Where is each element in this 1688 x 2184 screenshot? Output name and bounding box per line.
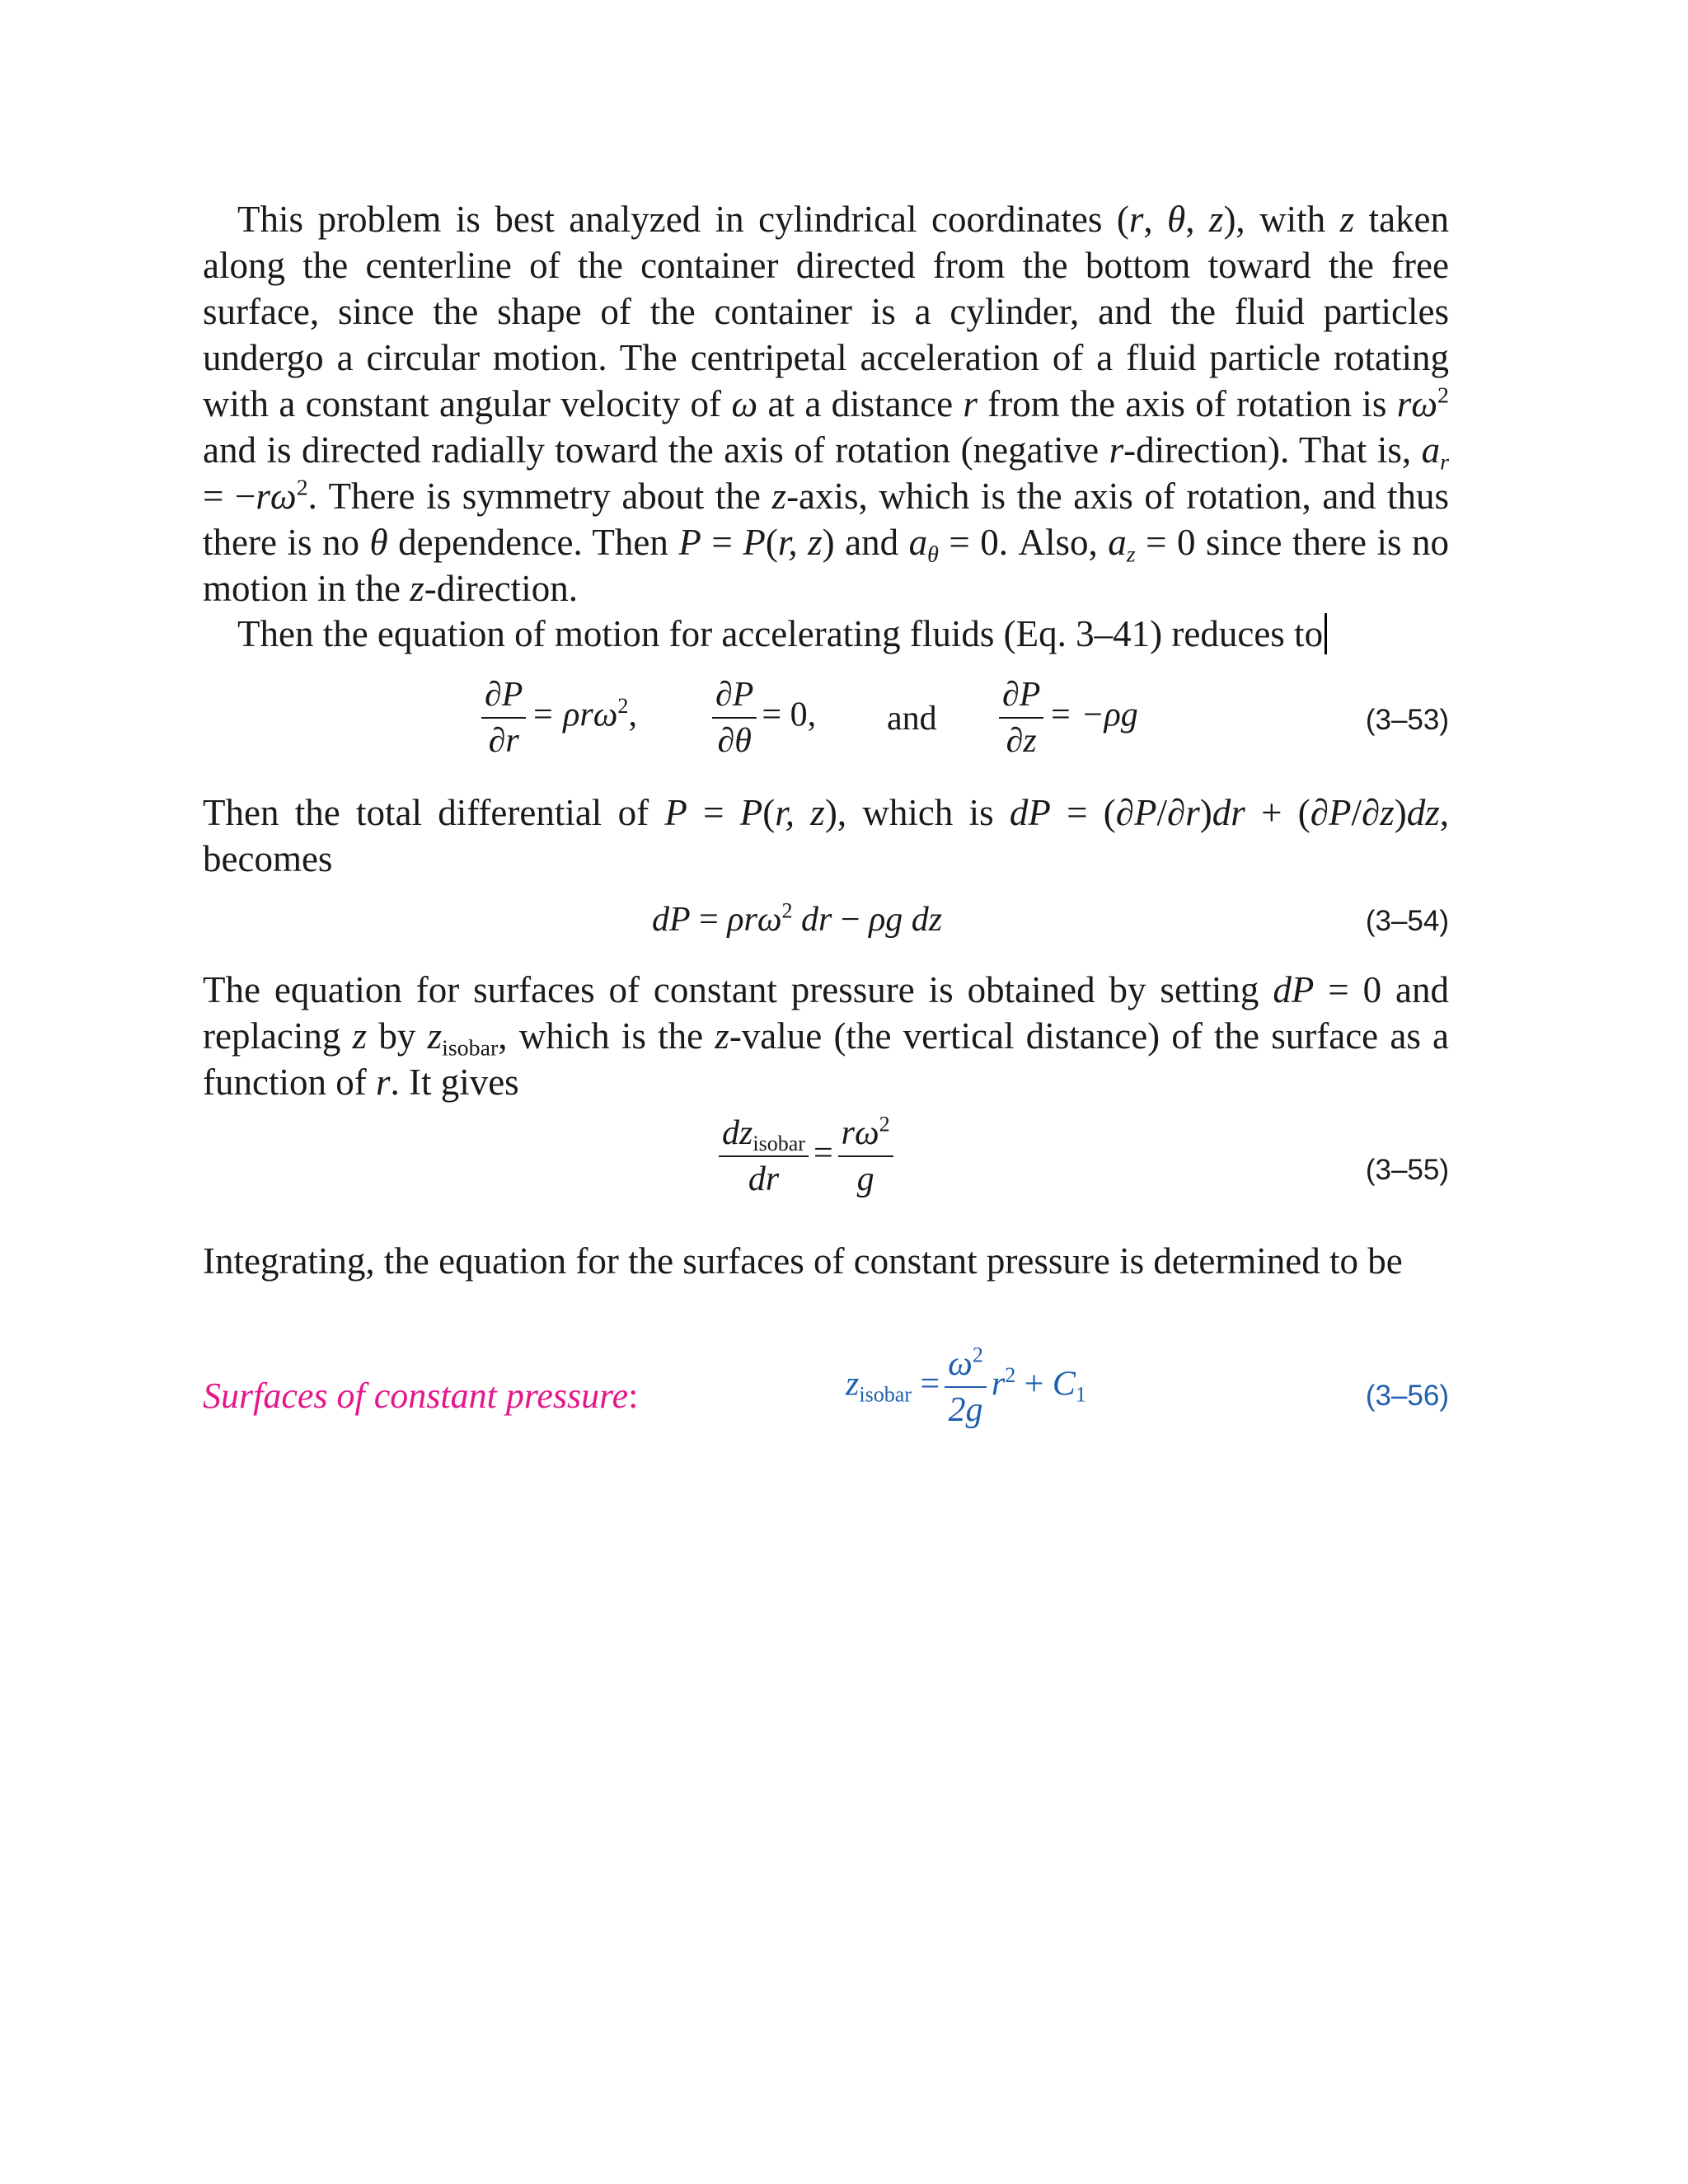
denominator: 2g	[948, 1391, 983, 1429]
math-var: z	[1339, 199, 1355, 240]
denominator: ∂z	[1006, 722, 1037, 760]
text: /	[1351, 792, 1362, 833]
text: +	[1015, 1365, 1053, 1404]
equation-number: (3–54)	[1365, 905, 1449, 937]
math-var: r	[375, 1062, 391, 1103]
superscript: 2	[879, 1112, 890, 1137]
math-var: z	[352, 1015, 368, 1057]
text: ,	[628, 696, 637, 734]
text: =	[813, 1134, 833, 1173]
math-var: P	[664, 792, 687, 833]
text: = 0 and replacing	[203, 969, 1449, 1057]
text: = 0 since there is no motion in the	[203, 522, 1450, 609]
math-var: r	[1128, 199, 1144, 240]
text: ,	[1143, 199, 1168, 240]
fraction	[719, 1114, 809, 1198]
text: dependence. Then	[387, 522, 679, 563]
text: This problem is best analyzed in cylindrical coordinates (	[237, 199, 1129, 240]
math-var: ∂P	[1115, 792, 1157, 833]
text: ), with	[1223, 199, 1340, 240]
math-var: rω	[841, 1114, 879, 1152]
eq53-term2	[707, 676, 816, 760]
math-var: dr	[792, 901, 832, 939]
eq54-expr	[652, 900, 942, 940]
math-var: r	[1109, 429, 1124, 471]
text: The equation for surfaces of constant pressure is obtained by setting	[203, 969, 1273, 1010]
math-var: z	[1208, 199, 1224, 240]
math-var: ρg dz	[869, 901, 943, 939]
denominator: g	[856, 1160, 874, 1198]
math-var: dz	[1406, 792, 1440, 833]
math-var: dr	[1212, 792, 1245, 833]
text: (	[762, 792, 776, 833]
math-var: r	[963, 383, 978, 424]
equation-number: (3–53)	[1365, 704, 1449, 736]
math-var: ρrω	[727, 901, 782, 939]
eq53-term1	[476, 676, 637, 760]
math-var: r, z	[777, 522, 823, 563]
text: , becomes	[203, 792, 1449, 879]
text-cursor	[1325, 613, 1327, 654]
subscript: z	[1126, 541, 1136, 568]
eq56-label	[203, 1375, 638, 1417]
text: (	[765, 522, 778, 563]
text: + (	[1245, 792, 1311, 833]
math-var: dP	[1009, 792, 1051, 833]
equation-3-54	[203, 900, 1449, 949]
text: )	[1394, 792, 1407, 833]
text: . It gives	[390, 1062, 519, 1103]
math-var: z	[410, 568, 424, 609]
text: =	[687, 792, 740, 833]
math-var: z	[715, 1015, 729, 1057]
math-var: z	[771, 476, 787, 517]
paragraph-integrating	[203, 1238, 1449, 1284]
math-var: P	[743, 522, 766, 563]
math-var: dP	[652, 901, 691, 939]
text: =	[690, 901, 728, 939]
text: ), which is	[824, 792, 1010, 833]
label-text: Surfaces of constant pressure	[203, 1376, 629, 1416]
text: Then the total differential of	[203, 792, 665, 833]
eq56-expr	[846, 1345, 1086, 1429]
math-expr: = 0,	[762, 696, 817, 734]
subscript: isobar	[753, 1131, 805, 1155]
numerator	[719, 1114, 809, 1157]
fraction	[481, 676, 526, 760]
math-var: P	[739, 792, 763, 833]
fraction	[999, 676, 1043, 760]
numerator: ∂P	[712, 676, 757, 719]
denominator: dr	[748, 1160, 780, 1198]
text: at a distance	[757, 383, 964, 424]
math-var: dP	[1273, 969, 1315, 1010]
math-var: ∂P	[1310, 792, 1352, 833]
math-var: θ	[369, 522, 388, 563]
text: Then the equation of motion for accelerating fluids (Eq. 3–41) reduces to	[237, 613, 1324, 654]
superscript: 2	[972, 1343, 983, 1367]
math-var: C	[1052, 1365, 1076, 1404]
math-var: z	[846, 1365, 860, 1404]
text: -value (the vertical distance) of the surface as a function of	[203, 1015, 1450, 1103]
fraction	[838, 1114, 893, 1198]
text: -direction). That is,	[1123, 429, 1422, 471]
text: and is directed radially toward the axis of rotation (negative	[203, 429, 1109, 471]
text: /	[1156, 792, 1168, 833]
subscript: isobar	[859, 1382, 912, 1407]
numerator: ∂P	[999, 676, 1043, 719]
math-var: r	[991, 1365, 1006, 1404]
denominator: ∂r	[488, 722, 519, 760]
math-var: ∂z	[1361, 792, 1395, 833]
math-var: rω	[1396, 383, 1438, 424]
text: )	[1199, 792, 1212, 833]
fraction	[945, 1345, 987, 1429]
text: -axis, which is the axis of rotation, and thus there is no	[203, 476, 1449, 563]
math-var: P	[678, 522, 701, 563]
subscript: θ	[927, 541, 939, 568]
numerator: ∂P	[481, 676, 526, 719]
math-var: ∂r	[1167, 792, 1200, 833]
text: =	[920, 1365, 940, 1404]
math-expr: = ρrω	[531, 696, 618, 734]
math-var: θ	[1167, 199, 1186, 240]
math-var: ω	[948, 1345, 973, 1383]
numerator	[945, 1345, 987, 1388]
equation-3-56	[203, 1345, 1449, 1452]
equation-3-55	[203, 1114, 1449, 1221]
math-var: dz	[722, 1114, 753, 1152]
math-var: rω	[256, 476, 297, 517]
superscript: 2	[1437, 382, 1449, 409]
paragraph-reduces	[203, 611, 1449, 657]
eq53-and: and	[887, 700, 937, 738]
text: :	[628, 1376, 639, 1416]
math-var: a	[1421, 429, 1441, 471]
text: by	[367, 1015, 428, 1057]
equation-number: (3–56)	[1365, 1380, 1449, 1412]
text: -direction.	[424, 568, 578, 609]
math-var: r, z	[775, 792, 825, 833]
text: ,	[1185, 199, 1209, 240]
eq53-term3	[994, 676, 1138, 760]
text: from the axis of rotation is	[977, 383, 1397, 424]
numerator	[838, 1114, 893, 1157]
superscript: 2	[781, 898, 793, 923]
math-var: z	[427, 1015, 443, 1057]
math-var: a	[908, 522, 928, 563]
text: = −	[203, 476, 256, 517]
superscript: 2	[296, 475, 308, 501]
text: = (	[1050, 792, 1116, 833]
equation-3-53	[203, 676, 1449, 766]
text: , which is the	[498, 1015, 715, 1057]
text: =	[701, 522, 743, 563]
subscript: 1	[1075, 1382, 1086, 1407]
text: . There is symmetry about the	[307, 476, 772, 517]
math-var: ω	[731, 383, 758, 424]
superscript: 2	[1005, 1363, 1016, 1388]
equation-number: (3–55)	[1365, 1154, 1449, 1186]
text: ) and	[822, 522, 909, 563]
text: taken along the centerline of the container directed from the bottom toward the free surface, since the shape of the container is a cylinder, and the fluid particles undergo a circular motion. The centripetal acceleration of a fluid particle rotating with a constant angular velocity of	[203, 199, 1450, 424]
denominator: ∂θ	[717, 722, 752, 760]
paragraph-total-differential	[203, 790, 1449, 882]
fraction	[712, 676, 757, 760]
text: −	[832, 901, 870, 939]
subscript: isobar	[442, 1035, 499, 1062]
math-expr: = −ρg	[1048, 696, 1138, 734]
text: Integrating, the equation for the surfaces of constant pressure is determined to be	[203, 1240, 1403, 1282]
eq55-expr	[714, 1114, 898, 1198]
math-var: a	[1108, 522, 1127, 563]
text: = 0. Also,	[938, 522, 1109, 563]
superscript: 2	[617, 694, 629, 719]
paragraph-intro	[203, 196, 1449, 612]
subscript: r	[1440, 449, 1449, 476]
paragraph-constant-pressure	[203, 967, 1449, 1105]
